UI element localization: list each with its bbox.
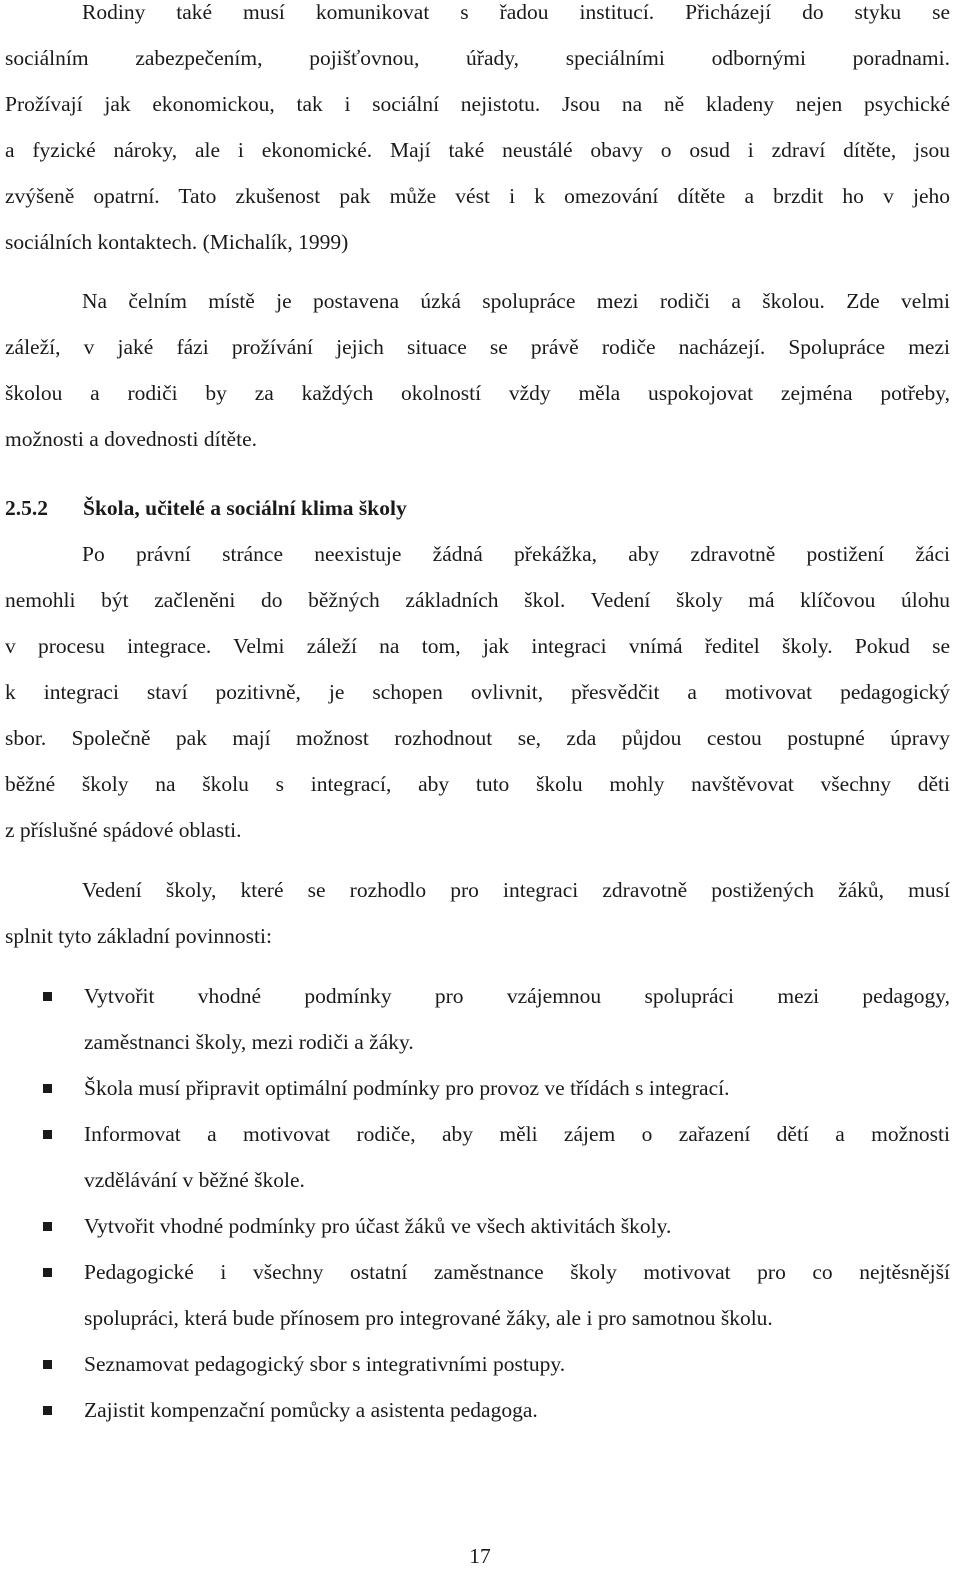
list-item-line: Pedagogické i všechny ostatní zaměstnance školy motivovat pro co nejtěsnější	[84, 1260, 950, 1284]
text-line: z příslušné spádové oblasti.	[5, 818, 242, 842]
list-item-line: Informovat a motivovat rodiče, aby měli zájem o zařazení dětí a možnosti	[84, 1122, 950, 1146]
list-item-line: vzdělávání v běžné škole.	[84, 1168, 305, 1192]
text-line: Vedení školy, které se rozhodlo pro integraci zdravotně postižených žáků, musí	[82, 878, 950, 902]
list-item-line: Seznamovat pedagogický sbor s integrativními postupy.	[84, 1352, 566, 1376]
bullet-marker	[43, 1130, 52, 1139]
list-item-line: spolupráci, která bude přínosem pro integrované žáky, ale i pro samotnou školu.	[84, 1306, 773, 1330]
list-item-line: Vytvořit vhodné podmínky pro účast žáků ve všech aktivitách školy.	[84, 1214, 672, 1238]
bullet-marker	[43, 1268, 52, 1277]
list-item-line: Zajistit kompenzační pomůcky a asistenta pedagoga.	[84, 1398, 538, 1422]
text-line: sociálních kontaktech. (Michalík, 1999)	[5, 230, 349, 254]
text-line: běžné školy na školu s integrací, aby tuto školu mohly navštěvovat všechny děti	[5, 772, 950, 796]
text-line: školou a rodiči by za každých okolností vždy měla uspokojovat zejména potřeby,	[5, 381, 950, 405]
list-item-line: Vytvořit vhodné podmínky pro vzájemnou spolupráci mezi pedagogy,	[84, 984, 950, 1008]
bullet-marker	[43, 1406, 52, 1415]
text-line: Na čelním místě je postavena úzká spolupráce mezi rodiči a školou. Zde velmi	[82, 289, 950, 313]
list-item-line: Škola musí připravit optimální podmínky pro provoz ve třídách s integrací.	[84, 1076, 730, 1100]
text-line: Rodiny také musí komunikovat s řadou institucí. Přicházejí do styku se	[82, 0, 950, 24]
list-item-line: zaměstnanci školy, mezi rodiči a žáky.	[84, 1030, 414, 1054]
text-line: Po právní stránce neexistuje žádná překážka, aby zdravotně postižení žáci	[82, 542, 950, 566]
bullet-marker	[43, 1222, 52, 1231]
text-line: splnit tyto základní povinnosti:	[5, 924, 272, 948]
text-line: zvýšeně opatrní. Tato zkušenost pak může vést i k omezování dítěte a brzdit ho v jeho	[5, 184, 950, 208]
text-line: možnosti a dovednosti dítěte.	[5, 427, 257, 451]
text-line: záleží, v jaké fázi prožívání jejich situace se právě rodiče nacházejí. Spolupráce mezi	[5, 335, 950, 359]
text-line: k integraci staví pozitivně, je schopen ovlivnit, přesvědčit a motivovat pedagogický	[5, 680, 950, 704]
bullet-marker	[43, 1360, 52, 1369]
section-number: 2.5.2	[5, 496, 48, 520]
bullet-marker	[43, 992, 52, 1001]
text-line: v procesu integrace. Velmi záleží na tom, jak integraci vnímá ředitel školy. Pokud se	[5, 634, 950, 658]
section-heading	[5, 494, 407, 522]
text-line: sbor. Společně pak mají možnost rozhodnout se, zda půjdou cestou postupné úpravy	[5, 726, 950, 750]
text-line: a fyzické nároky, ale i ekonomické. Mají také neustálé obavy o osud i zdraví dítěte, jsou	[5, 138, 950, 162]
page-number: 17	[469, 1544, 491, 1568]
bullet-marker	[43, 1084, 52, 1093]
section-title: Škola, učitelé a sociální klima školy	[83, 496, 407, 520]
text-line: sociálním zabezpečením, pojišťovnou, úřady, speciálními odbornými poradnami.	[5, 46, 950, 70]
text-line: Prožívají jak ekonomickou, tak i sociální nejistotu. Jsou na ně kladeny nejen psychické	[5, 92, 950, 116]
text-line: nemohli být začleněni do běžných základních škol. Vedení školy má klíčovou úlohu	[5, 588, 950, 612]
